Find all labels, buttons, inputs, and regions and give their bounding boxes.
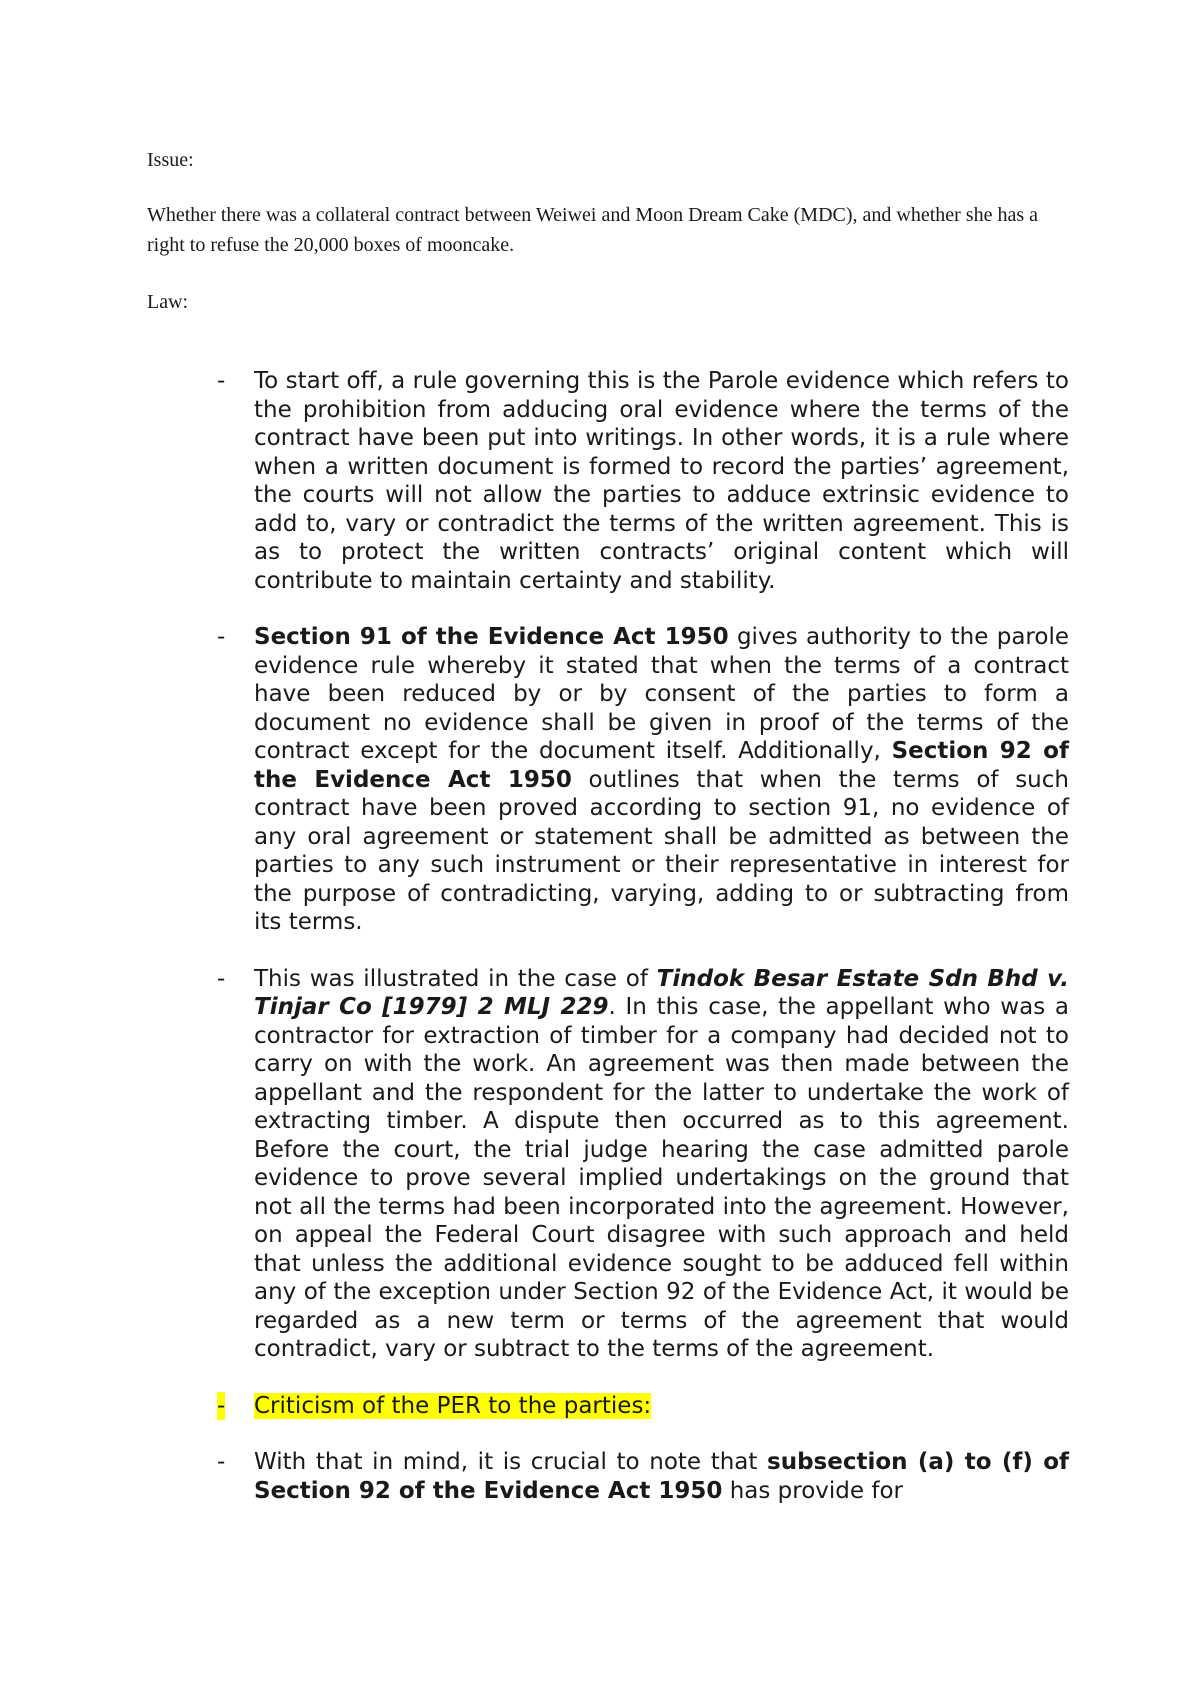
issue-statement: Whether there was a collateral contract between Weiwei and Moon Dream Cake (MDC), and whether she has a right to refuse the 20,000 boxes of mooncake. xyxy=(147,204,1038,256)
bullet-text-segment: This was illustrated in the case of xyxy=(254,965,657,992)
section-91-reference: Section 91 of the Evidence Act 1950 xyxy=(254,624,729,650)
bullet-text-segment: . In this case, the appellant who was a contractor for extraction of timber for a company had decided not to carry on with the work. An agreement was then made between the appellant and the respondent for the latter to undertake the work of extracting timber. A dispute then occurred as to this agreement. Before the court, the trial judge hearing the case admitted parole evidence to prove several implied undertakings on the ground that not all the terms had been incorporated into the agreement. However, on appeal the Federal Court disagree with such approach and held that unless the additional evidence sought to be adduced fell within any of the exception under Section 92 of the Evidence Act, it would be regarded as a new term or terms of the agreement that would contradict, vary or subtract to the terms of the agreement. xyxy=(254,994,1069,1362)
highlighted-heading: Criticism of the PER to the parties: xyxy=(254,1392,652,1419)
list-item xyxy=(147,367,1069,595)
bullet-text-segment: With that in mind, it is crucial to note that xyxy=(254,1449,768,1475)
bullet-text-segment: gives authority to the parole evidence rule whereby it stated that when the terms of a contract have been reduced by or by consent of the parties to form a document no evidence shall be given in proof of the terms of the contract except for the document itself. Additionally, xyxy=(254,624,1069,764)
law-heading: Law: xyxy=(147,291,189,313)
subsection-reference: subsection (a) to (f) of Section 92 of the Evidence Act 1950 xyxy=(254,1449,1069,1504)
bullet-dash: - xyxy=(217,1449,226,1475)
bullet-dash: - xyxy=(217,1392,226,1419)
list-item xyxy=(147,1392,1069,1421)
issue-heading: Issue: xyxy=(147,149,194,171)
bullet-text xyxy=(254,965,1069,1364)
list-item xyxy=(147,623,1069,937)
bullet-dash: - xyxy=(217,624,226,650)
bullet-text-segment: has provide for xyxy=(722,1477,903,1504)
section-92-reference: Section 92 of the Evidence Act 1950 xyxy=(254,738,1069,793)
list-item xyxy=(147,1448,1069,1505)
bullet-text xyxy=(254,1392,1069,1421)
bullet-text-segment: outlines that when the terms of such contract have been proved according to section 91, no evidence of any oral agreement or statement shall be admitted as between the parties to any such instrument or their representative in interest for the purpose of contradicting, varying, adding to or subtracting from its terms. xyxy=(254,766,1069,935)
bullet-text xyxy=(254,623,1069,937)
bullet-dash: - xyxy=(217,965,226,992)
list-item xyxy=(147,965,1069,1364)
law-bullet-list xyxy=(147,367,1069,1533)
bullet-dash: - xyxy=(217,368,226,394)
bullet-text xyxy=(254,1448,1069,1505)
case-citation: Tindok Besar Estate Sdn Bhd v. Tinjar Co [1979] 2 MLJ 229 xyxy=(254,965,1069,1020)
bullet-text: To start off, a rule governing this is the Parole evidence which refers to the prohibition from adducing oral evidence where the terms of the contract have been put into writings. In other words, it is a rule where when a written document is formed to record the parties’ agreement, the courts will not allow the parties to adduce extrinsic evidence to add to, vary or contradict the terms of the written agreement. This is as to protect the written contracts’ original content which will contribute to maintain certainty and stability. xyxy=(254,368,1069,594)
